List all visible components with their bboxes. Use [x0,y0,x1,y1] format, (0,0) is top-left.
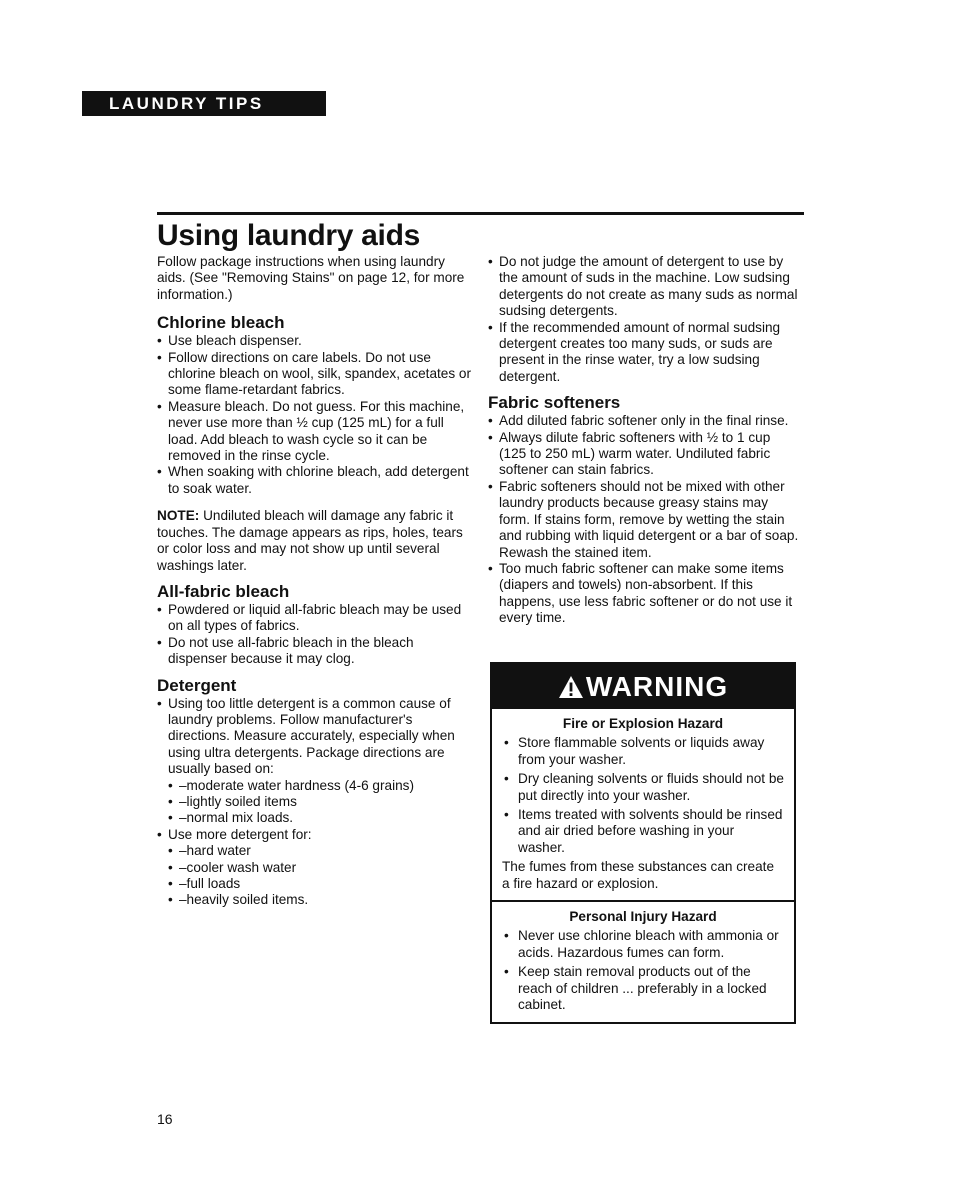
list-item: • Powdered or liquid all-fabric bleach may be used on all types of fabrics. [157,602,472,635]
detergent-item-text: Using too little detergent is a common cause of laundry problems. Follow manufacturer's directions. Measure accurately, especially when using ultra detergents. Package directions are usually based on: [168,695,455,777]
list-item: • Follow directions on care labels. Do not use chlorine bleach on wool, silk, spandex, acetates or some flame-retardant fabrics. [157,350,472,399]
list-item: • When soaking with chlorine bleach, add detergent to soak water. [157,464,472,497]
note-label: NOTE: [157,508,200,524]
fire-hazard-footer: The fumes from these substances can create a fire hazard or explosion. [502,859,775,891]
dash-item: • –hard water [168,843,472,859]
page-title: Using laundry aids [157,219,420,252]
bleach-note [157,508,472,574]
injury-hazard-title: Personal Injury Hazard [569,909,717,925]
list-item: • Too much fabric softener can make some items (diapers and towels) non-absorbent. If this happens, use less fabric softener or do not use it every time. [488,561,800,627]
list-item: • Store flammable solvents or liquids away from your washer. [502,735,784,768]
fire-hazard-title: Fire or Explosion Hazard [562,716,724,731]
injury-hazard-section [492,900,794,1020]
title-rule [157,212,804,215]
list-item: • Do not judge the amount of detergent to use by the amount of suds in the machine. Low sudsing detergents do not create as many suds as normal sudsing detergents. [488,254,800,320]
detergent-item-text: Use more detergent for: [168,826,312,842]
fabric-softeners-list [488,413,800,626]
list-item [157,827,472,909]
warning-header [492,664,794,709]
detergent-list [157,696,472,909]
list-item: • Keep stain removal products out of the reach of children ... preferably in a locked cabinet. [502,964,784,1013]
list-item [157,696,472,827]
dash-item: • –lightly soiled items [168,794,472,810]
all-fabric-bleach-heading: All-fabric bleach [157,581,290,601]
note-text: Undiluted bleach will damage any fabric it touches. The damage appears as rips, holes, tears or color loss and may not show up until several washings later. [157,508,463,573]
dash-item: • –cooler wash water [168,860,472,876]
all-fabric-bleach-list [157,602,472,668]
right-column [488,254,800,627]
dash-item: • –heavily soiled items. [168,892,472,908]
list-item: • Always dilute fabric softeners with ½ to 1 cup (125 to 250 mL) warm water. Undiluted fabric softener can stain fabrics. [488,430,800,479]
list-item: • Fabric softeners should not be mixed with other laundry products because greasy stains may form. If stains form, remove by wetting the stain and rubbing with liquid detergent or a bar of soap. Rewash the stained item. [488,479,800,561]
fabric-softeners-heading: Fabric softeners [488,393,621,413]
warning-box [490,662,796,1024]
list-item: • Dry cleaning solvents or fluids should not be put directly into your washer. [502,771,784,804]
list-item: • Use bleach dispenser. [157,333,472,349]
list-item: • Never use chlorine bleach with ammonia or acids. Hazardous fumes can form. [502,928,784,961]
chlorine-bleach-heading: Chlorine bleach [157,313,285,333]
list-item: • Add diluted fabric softener only in the final rinse. [488,413,800,429]
dash-item: • –normal mix loads. [168,810,472,826]
section-tab: LAUNDRY TIPS [82,91,326,116]
list-item: • Items treated with solvents should be rinsed and air dried before washing in your washer. [502,807,784,856]
warning-title: WARNING [585,670,729,702]
dash-list [168,778,472,827]
list-item: • Measure bleach. Do not guess. For this machine, never use more than ½ cup (125 mL) for a full load. Add bleach to wash cycle so it can be removed in the rinse cycle. [157,399,472,465]
dash-item: • –full loads [168,876,472,892]
list-item: • Do not use all-fabric bleach in the bleach dispenser because it may clog. [157,635,472,668]
fire-hazard-list [502,735,784,856]
detergent-continued-list [488,254,800,385]
list-item: • If the recommended amount of normal sudsing detergent creates too many suds, or suds are present in the rinse water, try a low sudsing detergent. [488,320,800,386]
fire-hazard-section [492,709,794,900]
injury-hazard-list [502,928,784,1013]
page-number: 16 [157,1111,173,1127]
warning-triangle-icon [558,675,584,699]
chlorine-bleach-list [157,333,472,497]
dash-list [168,843,472,909]
dash-item: • –moderate water hardness (4-6 grains) [168,778,472,794]
detergent-heading: Detergent [157,675,237,695]
left-column [157,254,472,909]
intro-paragraph: Follow package instructions when using laundry aids. (See "Removing Stains" on page 12, for more information.) [157,254,465,302]
